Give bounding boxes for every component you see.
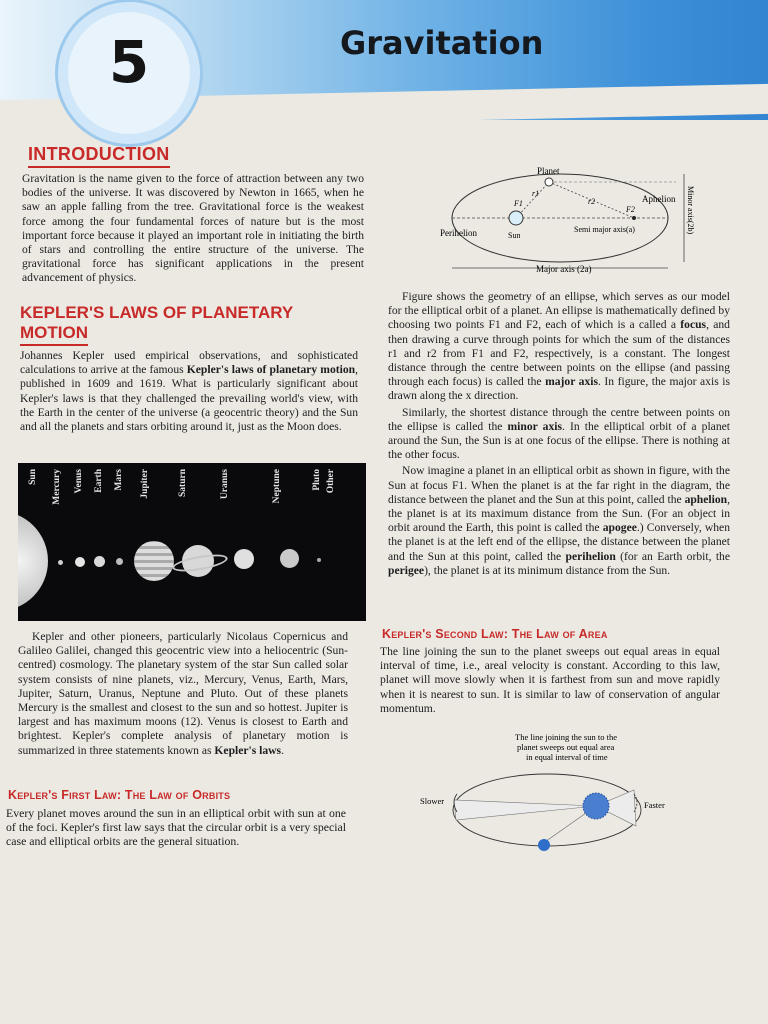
label-mercury: Mercury [52,469,62,505]
kepler-p2-bold: Kepler's laws [214,743,282,757]
ellipse-p3-a: Now imagine a planet in an elliptical orbit as shown in figure, with the Sun at focus F1. When the planet is at the far right in the diagram, the distance between the planet and the Sun at this point, called the [388,464,730,506]
second-law-text: The line joining the sun to the planet sweeps out equal areas in equal interval of time, i.e., areal velocity is constant. According to this law, planet will move slowly when it is farthest from sun and move rapidly when it is nearest to sun. It is similar to law of conservation of angular momentum. [380,645,720,715]
kepler-heading-line1: KEPLER'S LAWS OF PLANETARY [20,303,294,322]
semi-major-label: Semi major axis(a) [574,225,635,234]
kepler-p2-a: Kepler and other pioneers, particularly Nicolaus Copernicus and Galileo Galilei, changed this geocentric view into a heliocentric (Sun-centred) cosmology. The planetary system of the star Sun called solar system consists of nine planets, viz., Mercury, Venus, Earth, Mars, Jupiter, Saturn, Uranus, Neptune and Pluto. Out of these planets Mercury is the smallest and closest to the sun and so hottest. Jupiter is largest and has maximum moons (12). Venus is closest to Earth and brightest. Kepler's complete analysis of planetary motion is summarized in three statements known as [18,630,348,757]
second-law-heading: Kepler's Second Law: The Law of Area [382,627,608,641]
label-saturn: Saturn [178,469,188,497]
mars-image [116,558,123,565]
ellipse-p1-e: . In figure, the major axis is drawn along the x direction. [388,375,730,403]
sun-image [18,511,48,611]
jupiter-image [134,541,174,581]
ellipse-p1-a: Figure shows the geometry of an ellipse, which serves as our model for the elliptical orbit of a planet. An ellipse is mathematically defined by choosing two points F1 and F2, each of which is a called a [388,290,730,332]
area-caption-line1: The line joining the sun to the [515,732,617,742]
ellipse-paragraphs [388,290,730,578]
label-earth: Earth [94,469,104,493]
sun-marker [509,211,523,225]
label-jupiter: Jupiter [140,469,150,499]
ellipse-p3-g: (for an Earth orbit, the [615,549,730,563]
introduction-heading [28,144,170,168]
area-caption-line3: in equal interval of time [526,752,608,762]
ellipse-p2-b: minor axis [507,419,562,433]
f1-label: F1 [514,199,523,208]
chapter-title: Gravitation [340,24,544,62]
minor-axis-label: Minor axis(2b) [686,186,695,235]
ellipse-p3-c: , the planet is at its maximum distance from the Sun. (For an object in orbit around the Earth, this point is called the [388,492,730,535]
kepler-paragraph-1 [20,349,358,434]
r1-label: r1 [532,189,540,198]
perihelion-label: Perihelion [440,228,477,238]
kepler-p2-c: . [281,743,284,757]
chapter-number: 5 [108,28,150,96]
area-sun [583,793,609,819]
introduction-paragraph [22,172,364,286]
ellipse-p2-c: . In the elliptical orbit of a planet around the Sun, the Sun is at one focus of the ellipse. There is nothing at the other focus. [388,419,730,462]
r2-label: r2 [588,197,596,206]
first-law-heading: Kepler's First Law: The Law of Orbits [8,788,231,802]
ellipse-p3-i: ), the planet is at its minimum distance from the Sun. [424,563,671,577]
area-planet [538,839,550,851]
label-mars: Mars [114,469,124,491]
ellipse-p2-a: Similarly, the shortest distance through the centre between points on the ellipse is called the [388,405,730,433]
pluto-image [317,558,321,562]
ellipse-p3-b: aphelion [684,492,728,506]
ellipse-p1-b: focus [680,318,707,332]
label-uranus: Uranus [220,469,230,500]
planet-label: Planet [537,166,560,176]
major-axis-label: Major axis (2a) [536,264,592,274]
ellipse-p3-f: perihelion [565,549,616,563]
f2-label: F2 [626,205,635,214]
label-neptune: Neptune [272,469,282,504]
second-law-paragraph [380,645,720,716]
uranus-image [234,549,254,569]
ellipse-p3-e: .) Conversely, when the planet is at the left end of the ellipse, the distance between the planet and the Sun at this point, called the [388,521,730,563]
sun-label: Sun [508,231,521,240]
earth-image [94,556,105,567]
neptune-image [280,549,299,568]
first-law-paragraph [6,806,346,849]
kepler-heading-line2: MOTION [20,323,88,346]
introduction-text: Gravitation is the name given to the force of attraction between any two bodies of the universe. It was discovered by Newton in 1665, when he saw an apple falling from the tree. Gravitational force is the weakest force among the four fundamental forces of nature but is the most important force because it played an important role in initiating the birth of stars and controlling the entire structure of the universe. The gravitational force has significant applications in the present advancement of physics. [22,172,364,285]
ellipse-p3-d: apogee [602,521,637,535]
area-law-diagram [412,728,702,858]
ellipse-diagram [436,160,696,280]
kepler-laws-heading [20,303,293,346]
mercury-image [58,560,63,565]
first-law-text: Every planet moves around the sun in an elliptical orbit with sun at one of the foci. Kepler's first law says that the circular orbit is a very special case and elliptical orbits are the general situation. [6,806,346,849]
ellipse-p3-h: perigee [388,563,425,577]
slower-label: Slower [420,796,445,806]
venus-image [75,557,85,567]
faster-label: Faster [644,800,665,810]
ellipse-p1-c: , and then drawing a curve through points for which the sum of the distances r1 and r2 from F1 and F2, respectively, is a constant. The longest distance through the centre between points on the ellipse (and passing through each focus) is called the [388,318,730,389]
focus-f2-marker [632,216,636,220]
area-caption-line2: planet sweeps out equal area [517,742,615,752]
label-other: Other [326,469,336,494]
solar-system-image [18,463,366,621]
aphelion-label: Aphelion [642,194,676,204]
kepler-paragraph-2 [18,630,348,758]
kepler-p1-a: Johannes Kepler used empirical observations, and sophisticated calculations to arrive at the famous [20,349,358,377]
label-venus: Venus [74,469,84,494]
planet-marker [545,178,553,186]
label-sun: Sun [28,469,38,485]
ellipse-p1-d: major axis [545,375,598,389]
label-pluto: Pluto [312,469,322,491]
swept-area-left [454,800,596,820]
kepler-p1-bold: Kepler's laws of planetary motion [186,363,356,377]
introduction-heading-text: INTRODUCTION [28,144,170,168]
kepler-p1-c: , published in 1609 and 1619. What is particularly significant about Kepler's laws is that they challenged the prevailing world's view, with the Earth in the center of the universe (a geocentric theory) and the Sun and all the planets and stars orbiting around it, just as the Moon does. [20,363,358,434]
